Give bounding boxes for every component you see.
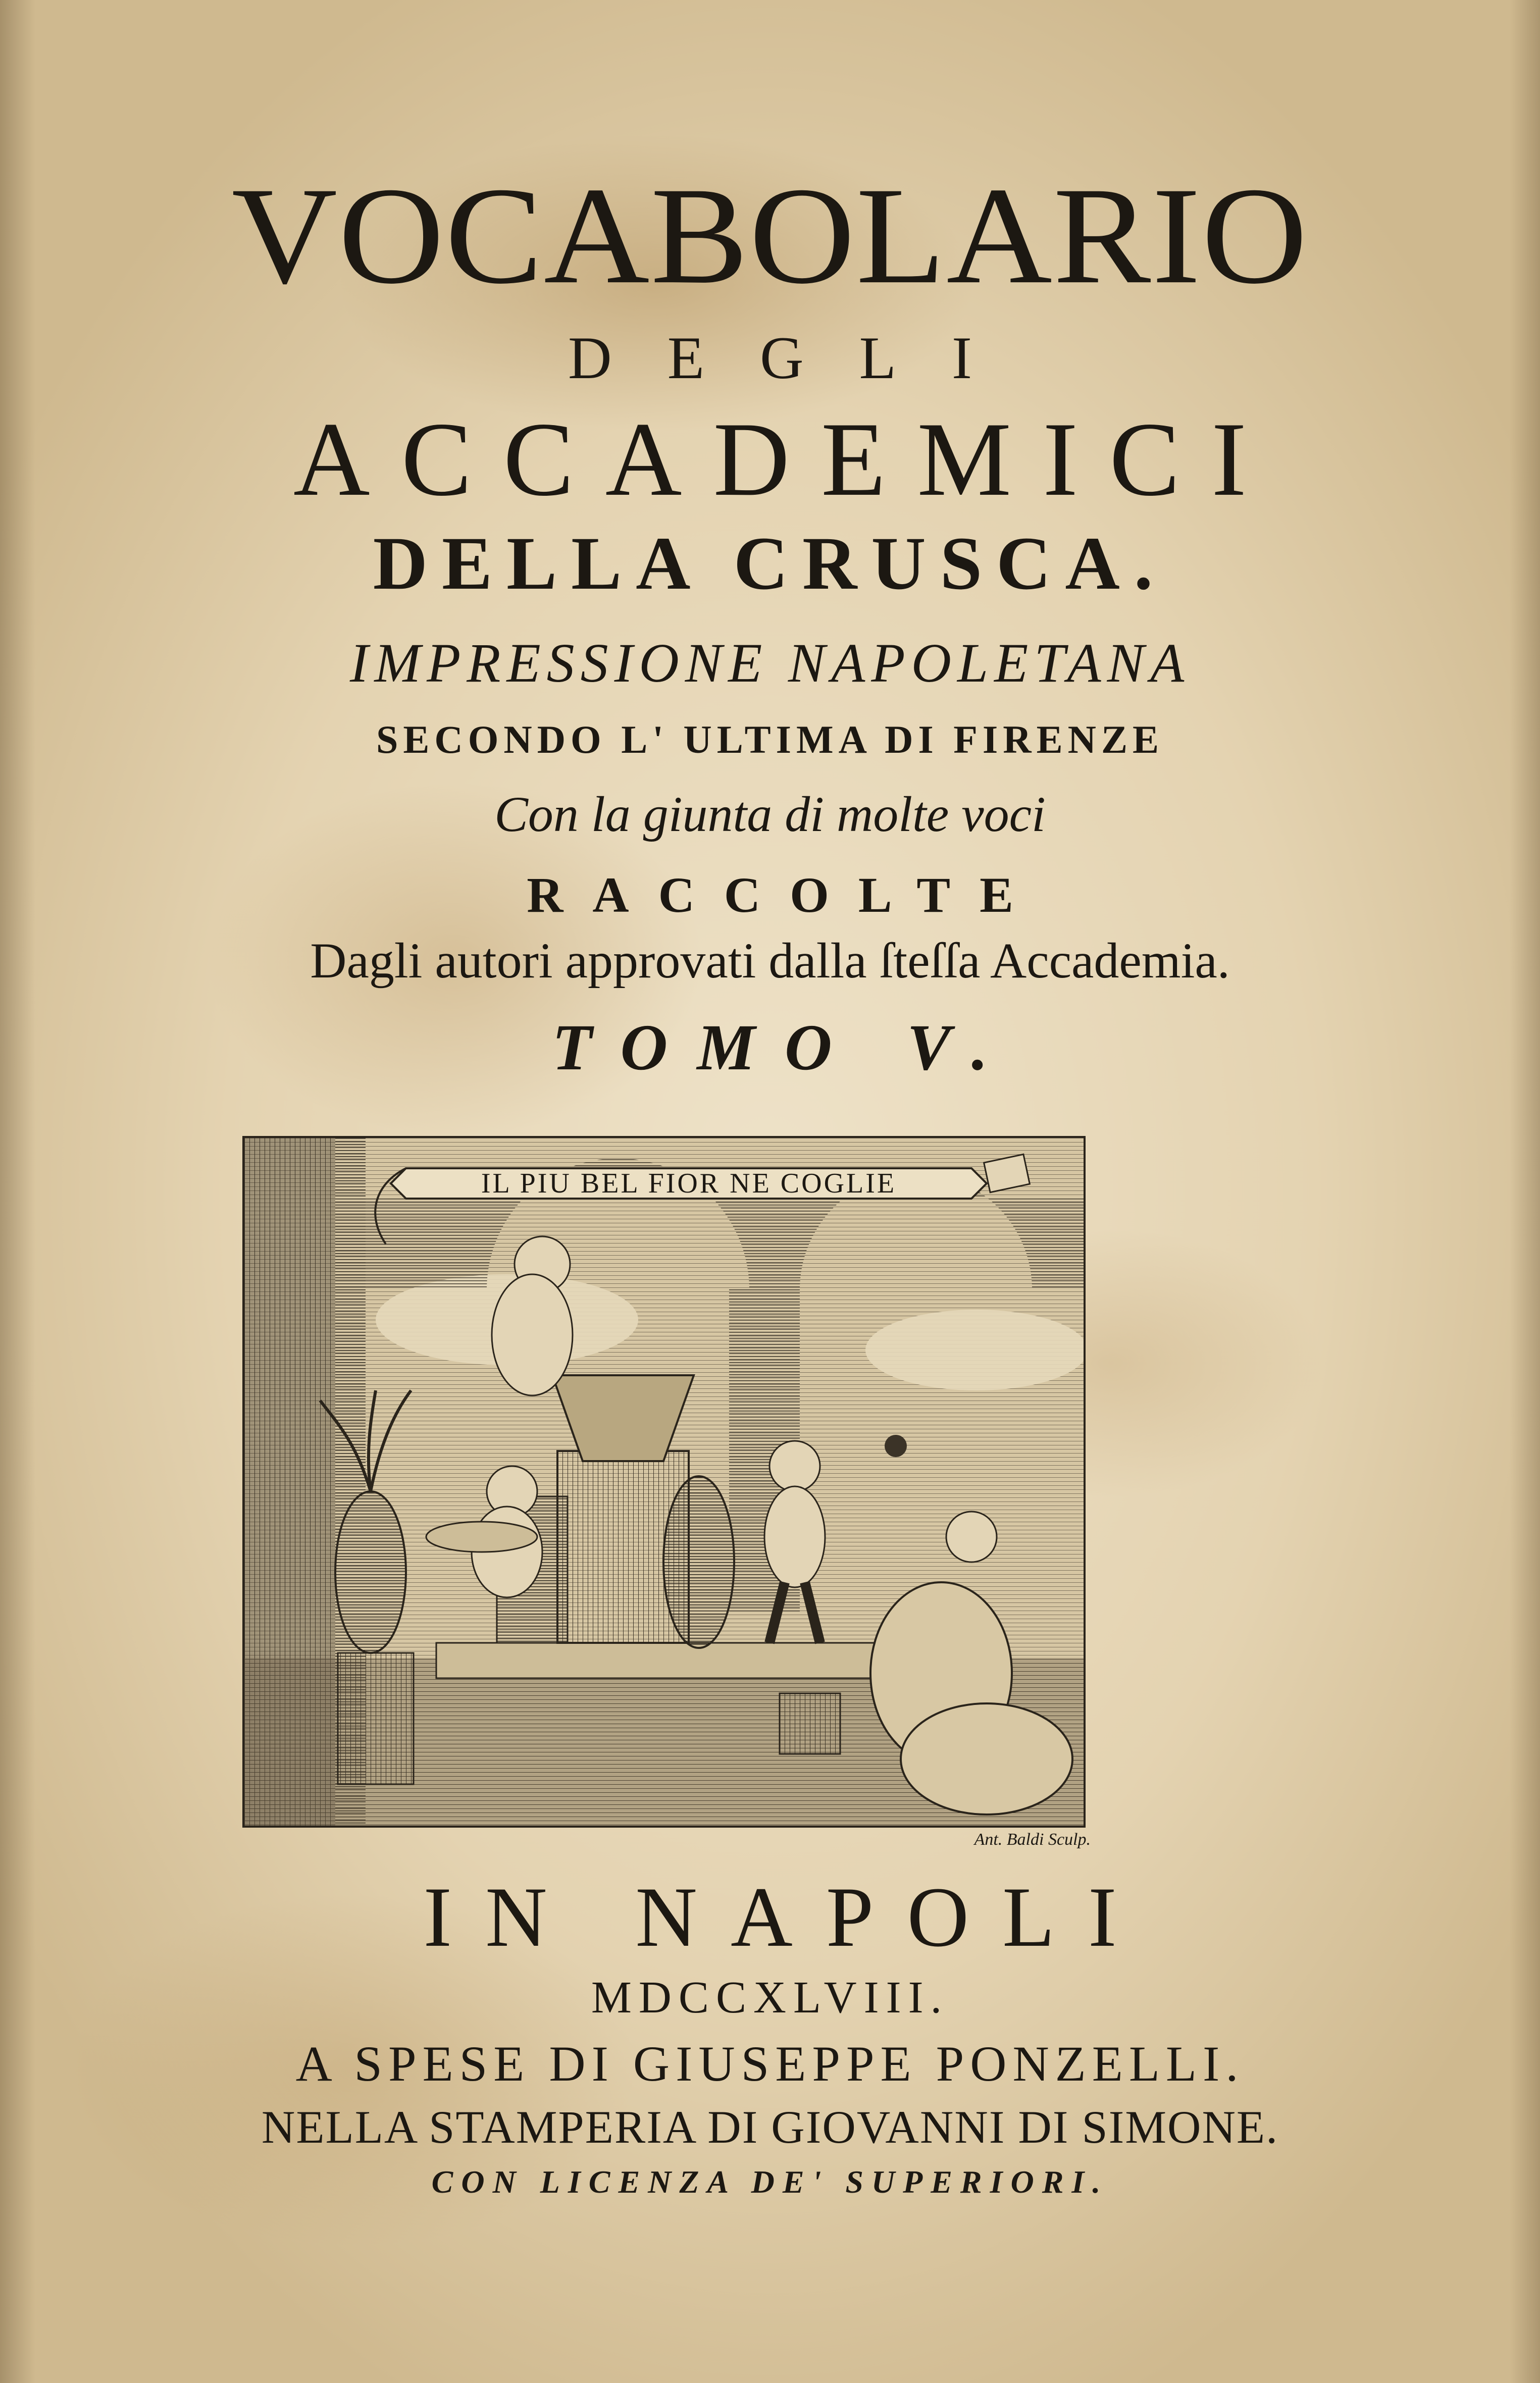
book-title: VOCABOLARIO xyxy=(231,159,1309,313)
title-degli: DEGLI xyxy=(568,324,1028,391)
imprint-printer: NELLA STAMPERIA DI GIOVANNI DI SIMONE. xyxy=(261,2101,1279,2153)
engraving-motto: IL PIU BEL FIOR NE COGLIE xyxy=(481,1168,897,1199)
engraver-signature: Ant. Baldi Sculp. xyxy=(974,1830,1091,1849)
title-accademici: ACCADEMICI xyxy=(293,401,1278,518)
imprint-licence: CON LICENZA DE' SUPERIORI. xyxy=(431,2164,1109,2200)
raccolte-line: RACCOLTE xyxy=(527,867,1043,923)
additions-line: Con la giunta di molte voci xyxy=(494,786,1046,842)
engraving-illustration xyxy=(242,1136,1086,1828)
title-della-crusca: DELLA CRUSCA. xyxy=(373,522,1167,605)
imprint-publisher: A SPESE DI GIUSEPPE PONZELLI. xyxy=(295,2036,1245,2092)
imprint-year: MDCCXLVIII. xyxy=(591,1973,949,2023)
volume-number: TOMO V. xyxy=(552,1011,1017,1084)
edition-source-line: SECONDO L' ULTIMA DI FIRENZE xyxy=(376,717,1164,761)
authors-line: Dagli autori approvati dalla ſteſſa Accademia. xyxy=(310,933,1230,989)
edition-line: IMPRESSIONE NAPOLETANA xyxy=(349,632,1191,694)
imprint-city: IN NAPOLI xyxy=(423,1870,1150,1964)
